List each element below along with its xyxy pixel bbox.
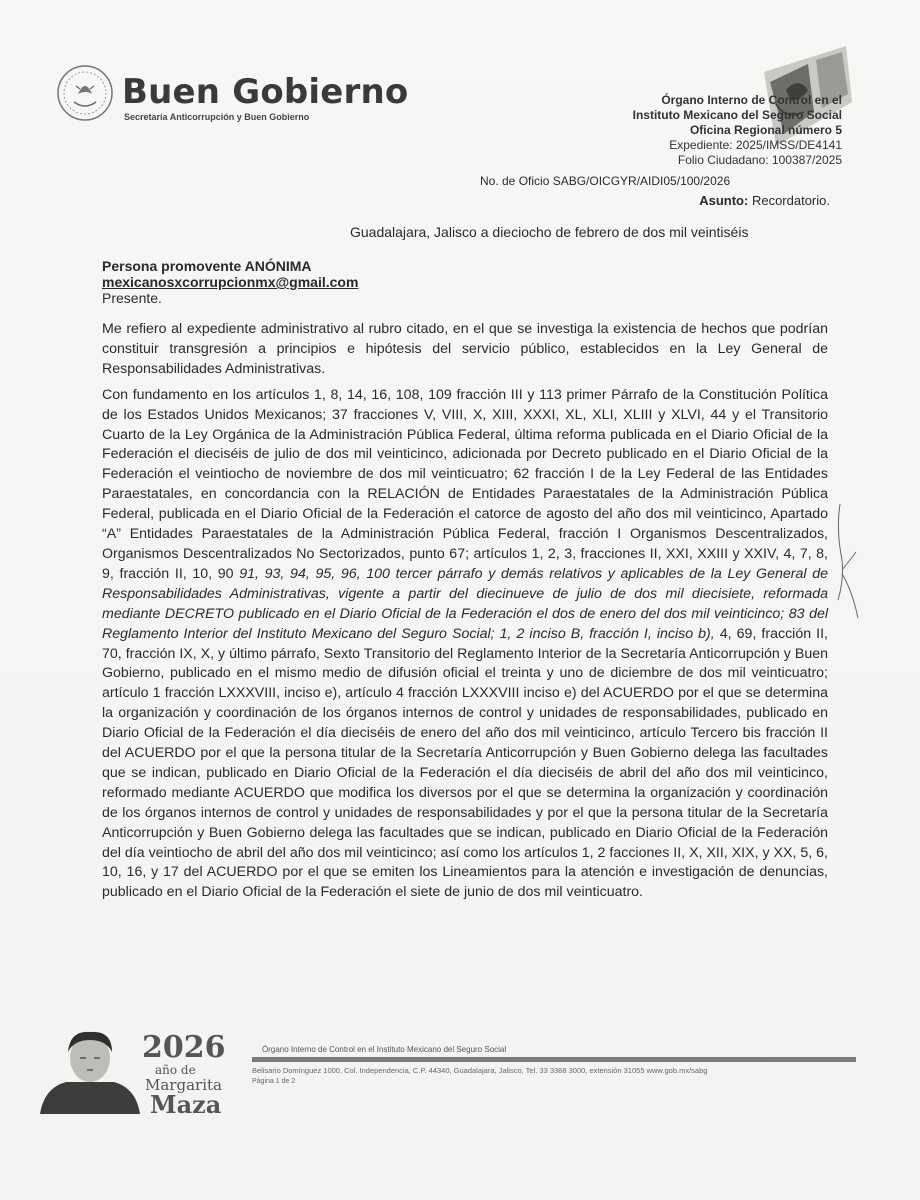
recipient-email: mexicanosxcorrupcionmx@gmail.com — [102, 274, 359, 290]
handwritten-mark-icon — [828, 500, 868, 630]
paragraph-legal-basis — [102, 386, 828, 904]
subject-value: Recordatorio. — [751, 193, 830, 208]
legal-basis-part-1: Con fundamento en los artículos 1, 8, 14, 16, 108, 109 fracción III y 113 primer Párrafo de la Constitución Política de los Estados Unidos Mexicanos; 37 fracciones V, VIII, X, XIII, XXXI, XL, XLI, XLIII y XLVI, 44 y el Transitorio Cuarto de la Ley Orgánica de la Administración Pública Federal, última reforma publicada en el Diario Oficial de la Federación el dieciséis de julio de dos mil veinticinco, adicionada por Decreto publicado en el Diario Oficial de la Federación el veintiocho de noviembre de dos mil veinticuatro; 62 fracción I de la Ley Federal de las Entidades Paraestatales, en concordancia con la RELACIÓN de Entidades Paraestatales de la Administración Pública Federal, publicada en el Diario Oficial de la Federación el catorce de agosto del año dos mil veinticinco, Apartado “A” Entidades Paraestatales de la Administración Pública Federal, fracción I Organismos Descentralizados, Organismos Descentralizados No Sectorizados, punto 67; artículos 1, 2, 3, fracciones II, XXI, XXIII y XXIV, 4, 7, 8, 9, fracción II, 10, 90 — [102, 386, 828, 582]
legal-basis-part-3: 4, 69, fracción II, 70, fracción IX, X, y último párrafo, Sexto Transitorio del Reglamento Interior de la Secretaría Anticorrupción y Buen Gobierno, publicado en el mismo medio de difusión oficial el treinta y uno de diciembre de dos mil veinticuatro; artículo 1 fracción LXXXVIII, inciso e), artículo 4 fracción LXXXVIII inciso e) del ACUERDO por el que se determina la organización y coordinación de los órganos internos de control y unidades de responsabilidades, publicado en Diario Oficial de la Federación el día dieciséis de enero del año dos mil veinticinco, artículo Tercero bis fracción II del ACUERDO por el que la persona titular de la Secretaría Anticorrupción y Buen Gobierno delega las facultades que se indican, publicado en Diario Oficial de la Federación el día dieciséis de abril del año dos mil veinticinco, reformado mediante ACUERDO que modifica los diversos por el que se determina la organización y coordinación de los órganos internos de control y unidades de responsabilidades y por el que la persona titular de la Secretaría Anticorrupción y Buen Gobierno delega las facultades que se indican, publicado en Diario Oficial de la Federación del día veintiocho de abril del año dos mil veinticinco; así como los artículos 1, 2 facciones II, X, XII, XIX, y XX, 5, 6, 10, 16, y 17 del ACUERDO por el que se emiten los Lineamientos para la atención e investigación de denuncias, publicado en el Diario Oficial de la Federación el siete de junio de dos mil veinticuatro. — [102, 625, 828, 901]
office-header — [633, 93, 842, 138]
year-number: 2026 — [142, 1030, 226, 1065]
brand-title: Buen Gobierno — [122, 72, 409, 112]
national-seal-icon — [56, 64, 114, 122]
recipient-block — [102, 258, 358, 306]
year-caption: año de — [155, 1063, 196, 1077]
year-name-first: Margarita — [145, 1076, 222, 1094]
org-line-1: Órgano Interno de Control en el — [661, 93, 842, 107]
footer-divider — [252, 1057, 856, 1062]
recipient-name: Persona promovente ANÓNIMA — [102, 258, 312, 274]
footer-organization: Órgano Interno de Control en el Instituto Mexicano del Seguro Social — [262, 1045, 507, 1054]
oficio-number: No. de Oficio SABG/OICGYR/AIDI05/100/2026 — [480, 174, 731, 188]
page-number: Página 1 de 2 — [252, 1078, 296, 1085]
recipient-greeting: Presente. — [102, 290, 162, 306]
year-name-last: Maza — [150, 1090, 222, 1119]
file-refs — [669, 138, 842, 168]
subject-label: Asunto: — [699, 193, 749, 208]
brand-subtitle: Secretaría Anticorrupción y Buen Gobierno — [124, 112, 310, 122]
org-line-2: Instituto Mexicano del Seguro Social — [632, 108, 842, 122]
folio: Folio Ciudadano: 100387/2025 — [677, 153, 842, 167]
place-date: Guadalajara, Jalisco a dieciocho de febrero de dos mil veintiséis — [350, 224, 749, 240]
subject — [699, 193, 830, 208]
org-line-3: Oficina Regional número 5 — [689, 123, 842, 137]
footer-address: Belisario Domínguez 1000, Col. Independencia, C.P. 44340, Guadalajara, Jalisco, Tel. 33 3368 3000, extensión 31055 www.gob.mx/sabg — [252, 1066, 708, 1075]
legal-basis-part-2: 91, 93, 94, 95, 96, 100 tercer párrafo y demás relativos y aplicables de la Ley General de Responsabilidades Administrativas, vigente a partir del diecinueve de julio de dos mil diecisiete, reformada mediante DECRETO publicado en el Diario Oficial de la Federación el dos de enero del dos mil veinticinco; 83 del Reglamento Interior del Instituto Mexicano del Seguro Social; 1, 2 inciso B, fracción I, inciso b), — [102, 565, 828, 642]
portrait-icon — [40, 1028, 140, 1114]
expediente: Expediente: 2025/IMSS/DE4141 — [669, 138, 842, 152]
letter-body — [102, 320, 828, 909]
paragraph-intro: Me refiero al expediente administrativo al rubro citado, en el que se investiga la existencia de hechos que podrían constituir transgresión a principios e hipótesis del servicio público, establecidos en la Ley General de Responsabilidades Administrativas. — [102, 321, 828, 377]
